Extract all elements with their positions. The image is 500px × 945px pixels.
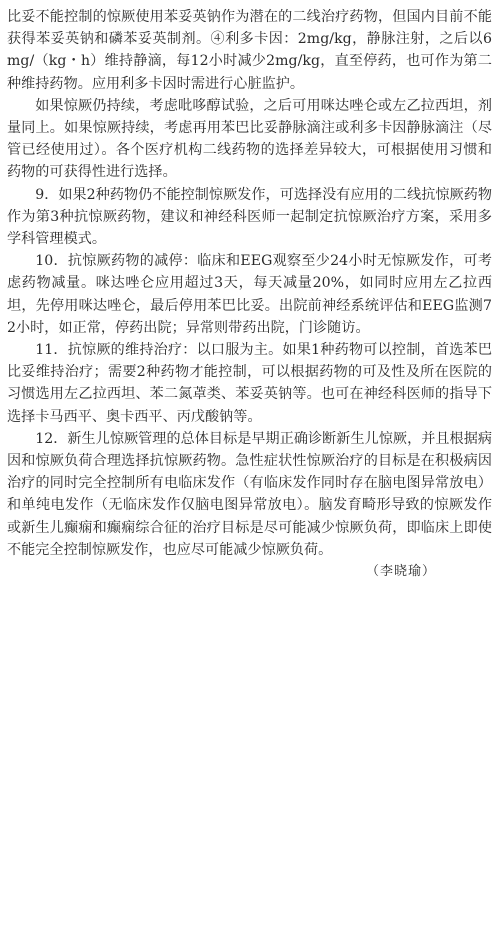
paragraph-item-9: 9．如果2种药物仍不能控制惊厥发作，可选择没有应用的二线抗惊厥药物作为第3种抗惊厥药物，建议和神经科医师一起制定抗惊厥治疗方案，采用多学科管理模式。 [7, 186, 492, 248]
paragraph-continued-phenobarbital: 比妥不能控制的惊厥使用苯妥英钠作为潜在的二线治疗药物，但国内目前不能获得苯妥英钠和磷苯妥英制剂。④利多卡因：2mg/kg，静脉注射，之后以6mg/（kg・h）维持静滴，每12小时减少2mg/kg，直至停药，也可作为第二种维持药物。应用利多卡因时需进行心脏监护。 [7, 9, 492, 92]
paragraph-persistent-seizure: 如果惊厥仍持续，考虑吡哆醇试验，之后可用咪达唑仑或左乙拉西坦，剂量同上。如果惊厥持续，考虑再用苯巴比妥静脉滴注或利多卡因静脉滴注（尽管已经使用过）。各个医疗机构二线药物的选择差异较大，可根据使用习惯和药物的可获得性进行选择。 [7, 97, 492, 181]
paragraph-item-10: 10．抗惊厥药物的减停：临床和EEG观察至少24小时无惊厥发作，可考虑药物减量。咪达唑仑应用超过3天，每天减量20%，如同时应用左乙拉西坦，先停用咪达唑仑，最后停用苯巴比妥。出院前神经系统评估和EEG监测72小时，如正常，停药出院；异常则带药出院，门诊随访。 [7, 253, 492, 336]
author-signature: （李晓瑜） [365, 564, 436, 580]
paragraph-item-12: 12．新生儿惊厥管理的总体目标是早期正确诊断新生儿惊厥，并且根据病因和惊厥负荷合理选择抗惊厥药物。急性症状性惊厥治疗的目标是在积极病因治疗的同时完全控制所有电临床发作（有临床发作同时存在脑电图异常放电）和单纯电发作（无临床发作仅脑电图异常放电）。脑发育畸形导致的惊厥发作或新生儿癫痫和癫痫综合征的治疗目标是尽可能减少惊厥负荷，即临床上即使不能完全控制惊厥发作，也应尽可能减少惊厥负荷。 [7, 430, 492, 558]
paragraph-item-11: 11．抗惊厥的维持治疗：以口服为主。如果1种药物可以控制，首选苯巴比妥维持治疗；需要2种药物才能控制，可以根据药物的可及性及所在医院的习惯选用左乙拉西坦、苯二氮䓬类、苯妥英钠等。也可在神经科医师的指导下选择卡马西平、奥卡西平、丙戊酸钠等。 [7, 342, 492, 425]
